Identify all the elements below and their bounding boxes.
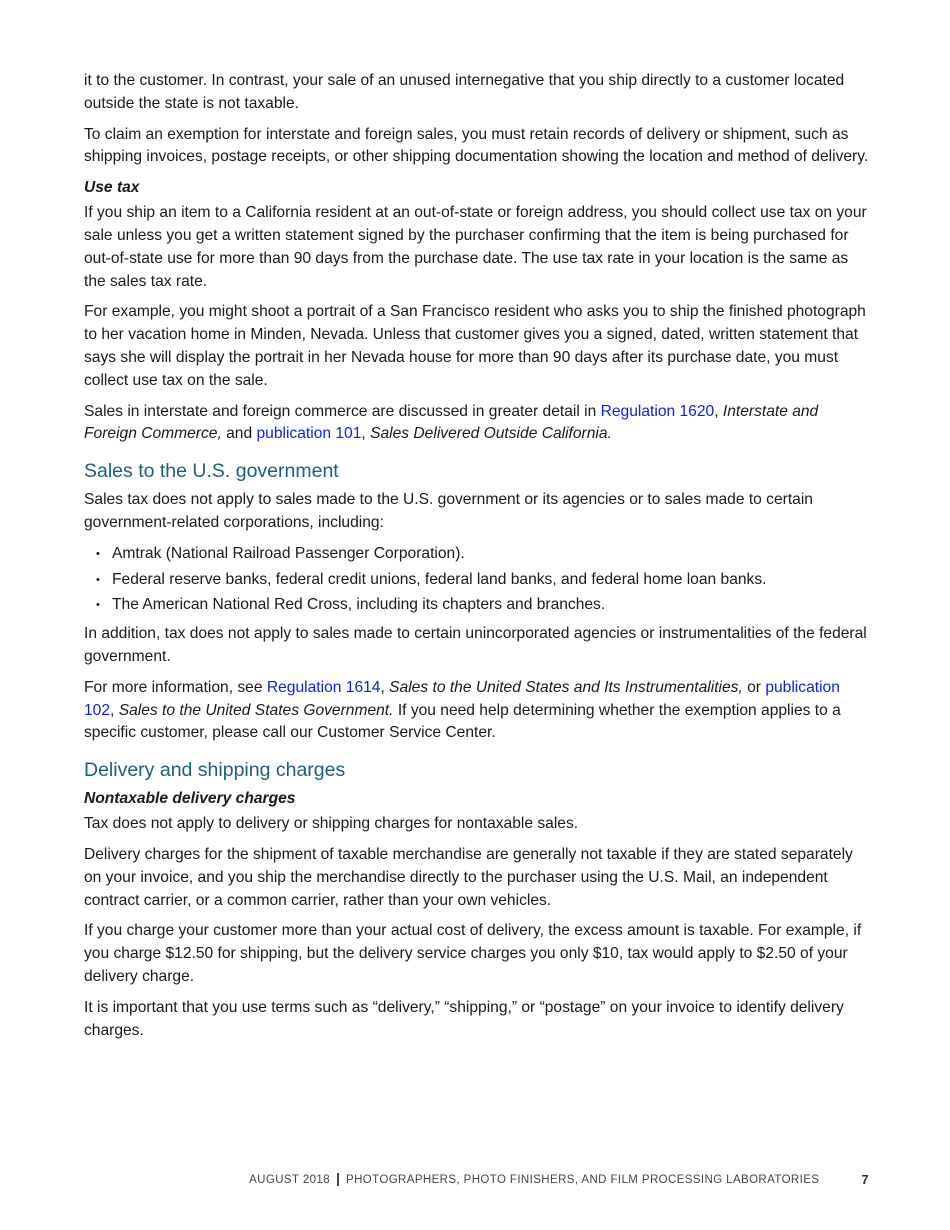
footer-divider	[337, 1173, 339, 1186]
publication-102-link[interactable]: publication 102	[84, 678, 840, 719]
text-segment: ,	[361, 425, 371, 443]
delivery-heading: Delivery and shipping charges	[84, 759, 346, 782]
us-government-heading: Sales to the U.S. government	[84, 460, 339, 483]
use-tax-paragraph-2: For example, you might shoot a portrait of a San Francisco resident who asks you to ship the finished photograph to her vacation home in Minden, Nevada. Unless that customer gives you a signed, dated, written statement that says she will display the portrait in her Nevada house for more than 90 days after its purchase date, you must collect use tax on the sale.	[84, 303, 866, 389]
text-segment: ,	[110, 701, 119, 719]
page-number: 7	[861, 1172, 869, 1187]
us-government-paragraph-3	[84, 677, 869, 745]
bullet-icon: •	[96, 573, 100, 586]
publication-title: Sales Delivered Outside California.	[370, 425, 612, 443]
list-item	[84, 569, 869, 592]
list-item	[84, 594, 869, 617]
use-tax-paragraph-1: If you ship an item to a California resident at an out-of-state or foreign address, you should collect use tax on your sale unless you get a written statement signed by the purchaser confirming that the item is being purchased for out-of-state use for more than 90 days from the purchase date. The use tax rate in your location is the same as the sales tax rate.	[84, 204, 867, 290]
bullet-icon: •	[96, 547, 100, 560]
text-segment: Sales in interstate and foreign commerce are discussed in greater detail in	[84, 402, 601, 420]
text-segment: For more information, see	[84, 678, 267, 696]
regulation-title: Sales to the United States and Its Instrumentalities,	[389, 678, 743, 696]
page-content	[84, 70, 869, 1050]
list-item	[84, 543, 869, 566]
use-tax-heading: Use tax	[84, 179, 140, 197]
text-segment: ,	[380, 678, 390, 696]
publication-101-link[interactable]: publication 101	[256, 425, 362, 443]
delivery-paragraph-3: If you charge your customer more than your actual cost of delivery, the excess amount is taxable. For example, if you charge $12.50 for shipping, but the delivery service charges you only $10, tax would apply to $2.50 of your delivery charge.	[84, 922, 862, 985]
us-government-paragraph-2: In addition, tax does not apply to sales made to certain unincorporated agencies or instrumentalities of the federal government.	[84, 625, 867, 665]
regulation-title: Interstate and Foreign Commerce,	[84, 402, 819, 443]
text-segment: and	[221, 425, 257, 443]
us-government-intro: Sales tax does not apply to sales made to the U.S. government or its agencies or to sales made to certain government-related corporations, including:	[84, 491, 813, 531]
text-segment: or	[742, 678, 766, 696]
delivery-paragraph-4: It is important that you use terms such as “delivery,” “shipping,” or “postage” on your invoice to identify delivery charges.	[84, 998, 844, 1039]
page-footer	[249, 1172, 869, 1187]
government-corporations-list	[84, 543, 869, 617]
regulation-1620-link[interactable]: Regulation 1620	[600, 402, 715, 420]
list-item-text: Amtrak (National Railroad Passenger Corporation).	[112, 544, 465, 562]
paragraph-continuation: it to the customer. In contrast, your sale of an unused internegative that you ship directly to a customer located outside the state is not taxable.	[84, 72, 845, 112]
use-tax-paragraph-3	[84, 401, 869, 447]
bullet-icon: •	[96, 599, 100, 612]
footer-title: PHOTOGRAPHERS, PHOTO FINISHERS, AND FILM PROCESSING LABORATORIES	[346, 1173, 820, 1186]
delivery-paragraph-1: Tax does not apply to delivery or shipping charges for nontaxable sales.	[84, 815, 579, 833]
footer-date: AUGUST 2018	[249, 1173, 331, 1186]
publication-title: Sales to the United States Government.	[118, 701, 394, 719]
delivery-paragraph-2: Delivery charges for the shipment of taxable merchandise are generally not taxable if they are stated separately on your invoice, and you ship the merchandise directly to the purchaser using the U.S. Mail, an independent contract carrier, or a common carrier, rather than your own vehicles.	[84, 845, 853, 909]
text-segment: If you need help determining whether the exemption applies to a specific customer, please call our Customer Service Center.	[84, 701, 841, 742]
list-item-text: The American National Red Cross, including its chapters and branches.	[112, 596, 606, 614]
nontaxable-delivery-subheading: Nontaxable delivery charges	[84, 790, 296, 808]
regulation-1614-link[interactable]: Regulation 1614	[266, 678, 381, 696]
text-segment: ,	[714, 402, 723, 420]
list-item-text: Federal reserve banks, federal credit unions, federal land banks, and federal home loan banks.	[112, 570, 767, 588]
paragraph-exemption-records: To claim an exemption for interstate and foreign sales, you must retain records of delivery or shipment, such as shipping invoices, postage receipts, or other shipping documentation showing the location and method of delivery.	[84, 125, 869, 166]
